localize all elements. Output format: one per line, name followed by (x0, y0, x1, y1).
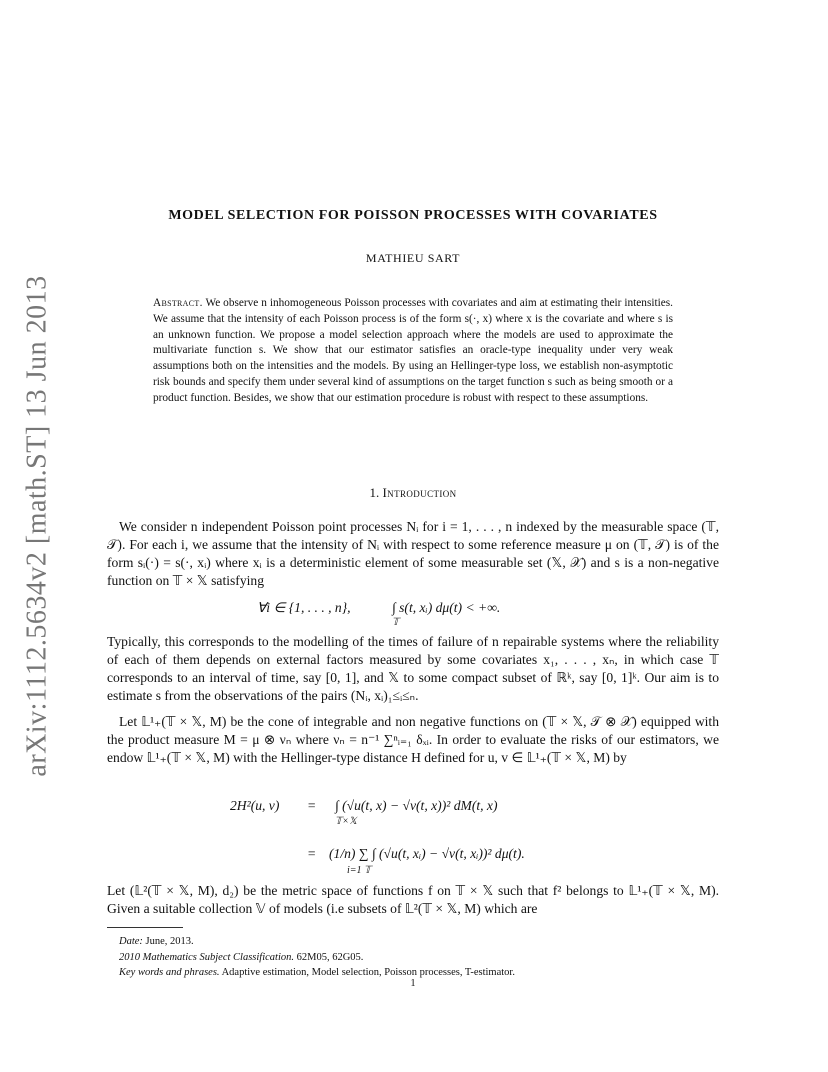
footnote-msc (119, 950, 719, 966)
equation-2-subscript-1: 𝕋×𝕏 (335, 816, 357, 827)
equation-2-equals-2: = (307, 846, 317, 861)
equation-2-rhs-2: (1/n) ∑ ∫ (√u(t, xᵢ) − √v(t, xᵢ))² dμ(t). (329, 846, 525, 861)
footnote-date-value: June, 2013. (145, 936, 194, 947)
abstract-text: We observe n inhomogeneous Poisson processes with covariates and aim at estimating their intensities. We assume that the intensity of each Poisson process is of the form s(·, x) where x is the covariate and where s is an unknown function. We propose a model selection approach where the models are used to approximate the multivariate function s. We show that our estimator satisfies an oracle-type inequality under very weak assumptions both on the intensities and the models. By using an Hellinger-type loss, we establish non-asymptotic risk bounds and specify them under several kind of assumptions on the target function s such as being smooth or a product function. Besides, we show that our estimation procedure is robust with respect to these assumptions. (153, 297, 673, 404)
page-number: 1 (410, 978, 416, 989)
footnote-date-label: Date: (119, 936, 143, 947)
footnote-keywords-label: Key words and phrases. (119, 967, 220, 978)
equation-2-equals-1: = (307, 798, 317, 813)
paragraph-1: We consider n independent Poisson point processes Nᵢ for i = 1, . . . , n indexed by the measurable space (𝕋, 𝒯). For each i, we assume that the intensity of Nᵢ with respect to some reference measure μ on (𝕋, 𝒯) is of the form sᵢ(·) = s(·, xᵢ) where xᵢ is a deterministic element of some measurable set (𝕏, 𝒳) and s is a non-negative function on 𝕋 × 𝕏 satisfying (107, 519, 719, 588)
equation-2-lhs: 2H²(u, v) (230, 798, 280, 813)
equation-1-left: ∀i ∈ {1, . . . , n}, (257, 600, 351, 615)
equation-2-rhs-1: ∫ (√u(t, x) − √v(t, x))² dM(t, x) (335, 798, 498, 813)
paper-title: MODEL SELECTION FOR POISSON PROCESSES WITH COVARIATES (168, 208, 658, 223)
footnote-msc-label: 2010 Mathematics Subject Classification. (119, 951, 294, 963)
paragraph-3: Let 𝕃¹₊(𝕋 × 𝕏, M) be the cone of integrable and non negative functions on (𝕋 × 𝕏, 𝒯 ⊗ 𝒳) equipped with the product measure M = μ ⊗ νₙ where νₙ = n⁻¹ ∑ⁿᵢ₌₁ δₓᵢ. In order to evaluate the risks of our estimators, we endow 𝕃¹₊(𝕋 × 𝕏, M) with the Hellinger-type distance H defined for u, v ∈ 𝕃¹₊(𝕋 × 𝕏, M) by (107, 714, 719, 765)
paragraph-4: Let (𝕃²(𝕋 × 𝕏, M), d₂) be the metric space of functions f on 𝕋 × 𝕏 such that f² belongs to 𝕃¹₊(𝕋 × 𝕏, M). Given a suitable collection 𝕍 of models (i.e subsets of 𝕃²(𝕋 × 𝕏, M) which are (107, 883, 719, 916)
equation-1-right: ∫ s(t, xᵢ) dμ(t) < +∞. (392, 600, 501, 615)
footnote-divider (107, 927, 183, 928)
footnotes (119, 934, 719, 981)
arxiv-stamp-text: arXiv:1112.5634v2 [math.ST] 13 Jun 2013 (22, 274, 54, 777)
equation-1-subscript: 𝕋 (392, 617, 400, 628)
equation-2-subscript-2: i=1 𝕋 (347, 865, 372, 876)
footnote-date (119, 934, 719, 950)
abstract-label: Abstract. (153, 297, 203, 309)
footnote-keywords-value: Adaptive estimation, Model selection, Poisson processes, T-estimator. (221, 967, 515, 978)
footnote-msc-value: 62M05, 62G05. (296, 951, 364, 963)
section-title: Introduction (382, 485, 457, 500)
arxiv-stamp (16, 274, 60, 777)
abstract (153, 296, 673, 407)
section-number: 1. (369, 485, 380, 500)
paper-author: MATHIEU SART (365, 251, 461, 265)
paragraph-2: Typically, this corresponds to the modelling of the times of failure of n repairable systems where the reliability of each of them depends on external factors measured by some covariates x₁, . . . , xₙ, in which case 𝕋 corresponds to an interval of time, say [0, 1], and 𝕏 to some compact subset of ℝᵏ, say [0, 1]ᵏ. Our aim is to estimate s from the observations of the pairs (Nᵢ, xᵢ)₁≤ᵢ≤ₙ. (107, 634, 719, 703)
section-heading (107, 485, 719, 501)
